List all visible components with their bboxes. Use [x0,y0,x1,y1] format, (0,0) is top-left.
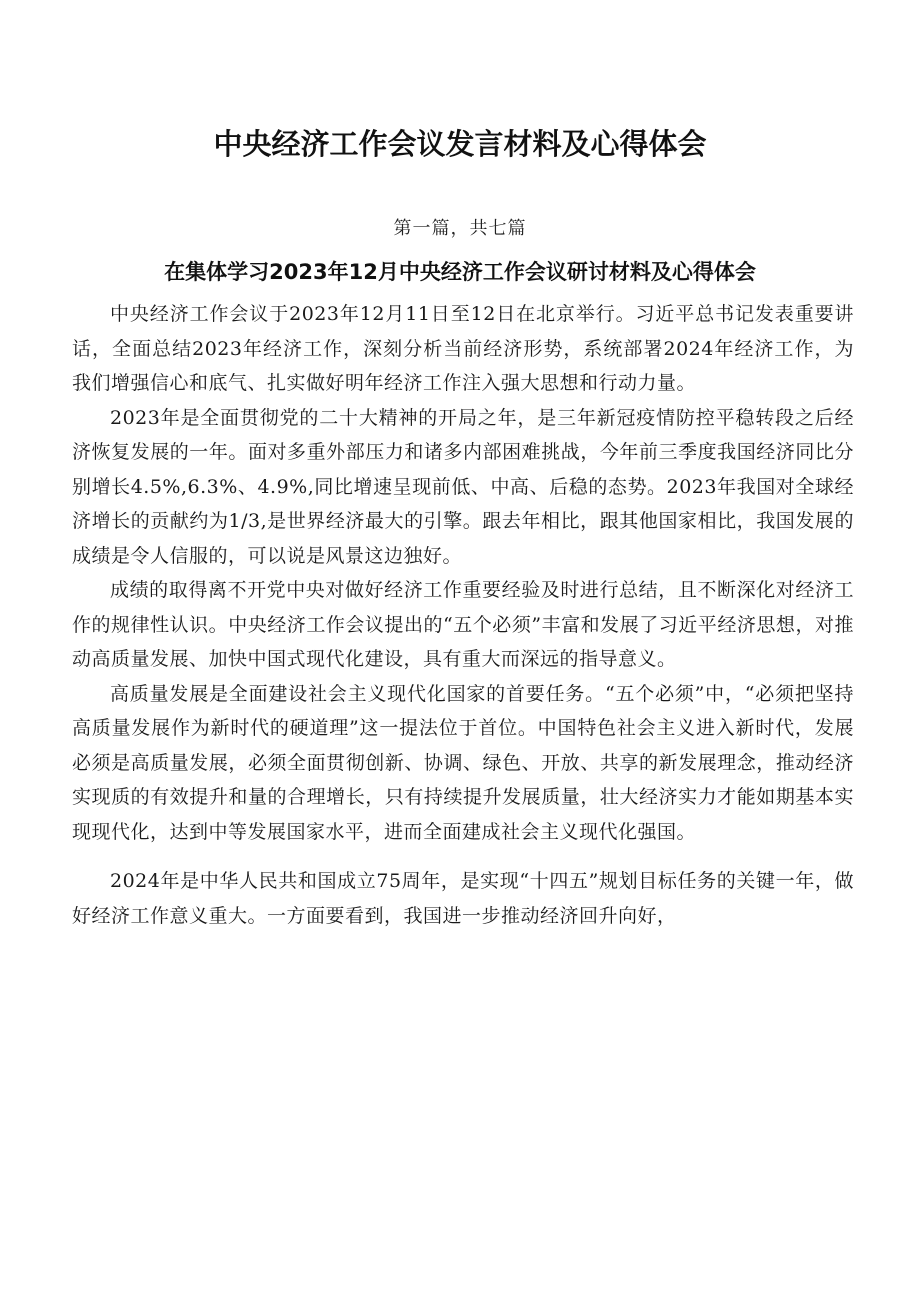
part-label: 第一篇，共七篇 [393,218,527,239]
paragraph-4: 高质量发展是全面建设社会主义现代化国家的首要任务。“五个必须”中，“必须把坚持高质量发展作为新时代的硬道理”这一提法位于首位。中国特色社会主义进入新时代，发展必须是高质量发展，必须全面贯彻创新、协调、绿色、开放、共享的新发展理念，推动经济实现质的有效提升和量的合理增长，只有持续提升发展质量，壮大经济实力才能如期基本实现现代化，达到中等发展国家水平，进而全面建成社会主义现代化强国。 [72,682,854,843]
paragraph-2: 2023年是全面贯彻党的二十大精神的开局之年，是三年新冠疫情防控平稳转段之后经济恢复发展的一年。面对多重外部压力和诸多内部困难挑战，今年前三季度我国经济同比分别增长4.5%,6.3%、4.9%,同比增速呈现前低、中高、后稳的态势。2023年我国对全球经济增长的贡献约为1/3,是世界经济最大的引擎。跟去年相比，跟其他国家相比，我国发展的成绩是令人信服的，可以说是风景这边独好。 [72,406,854,567]
paragraph-1: 中央经济工作会议于2023年12月11日至12日在北京举行。习近平总书记发表重要讲话，全面总结2023年经济工作，深刻分析当前经济形势，系统部署2024年经济工作，为我们增强信心和底气、扎实做好明年经济工作注入强大思想和行动力量。 [72,303,854,394]
document-title: 中央经济工作会议发言材料及心得体会 [213,127,707,161]
paragraph-5: 2024年是中华人民共和国成立75周年，是实现“十四五”规划目标任务的关键一年，做好经济工作意义重大。一方面要看到，我国进一步推动经济回升向好， [72,870,854,927]
article-subtitle: 在集体学习2023年12月中央经济工作会议研讨材料及心得体会 [164,260,756,284]
article-body [72,297,854,933]
paragraph-3: 成绩的取得离不开党中央对做好经济工作重要经验及时进行总结，且不断深化对经济工作的规律性认识。中央经济工作会议提出的“五个必须”丰富和发展了习近平经济思想，对推动高质量发展、加快中国式现代化建设，具有重大而深远的指导意义。 [72,579,854,670]
